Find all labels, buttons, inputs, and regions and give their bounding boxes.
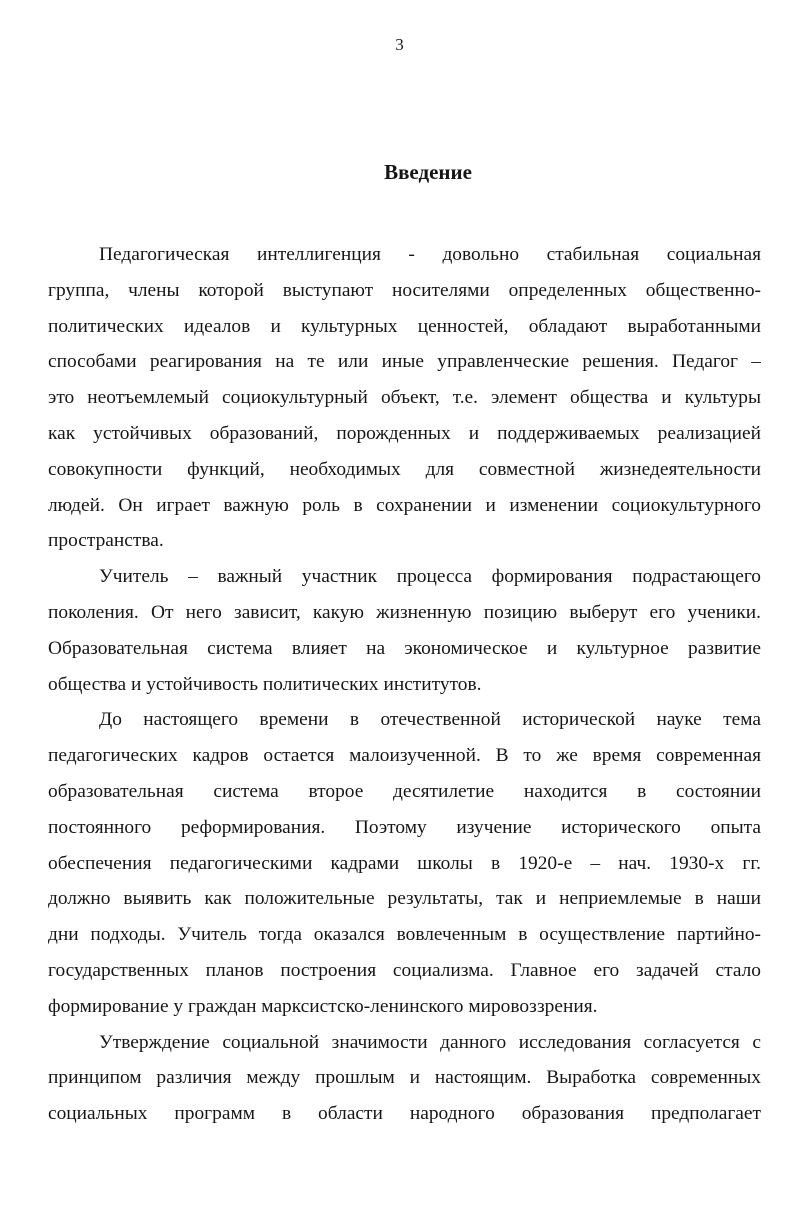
text-line: поколения. От него зависит, какую жизненную позицию выберут его ученики. bbox=[48, 601, 761, 623]
text-line: постоянного реформирования. Поэтому изучение исторического опыта bbox=[48, 816, 761, 838]
body-text bbox=[48, 237, 761, 1132]
text-line: должно выявить как положительные результаты, так и неприемлемые в наши bbox=[48, 888, 761, 910]
paragraph-4 bbox=[48, 1025, 761, 1132]
page-number: 3 bbox=[395, 35, 404, 54]
text-line: совокупности функций, необходимых для совместной жизнедеятельности bbox=[48, 458, 761, 480]
text-line: Образовательная система влияет на экономическое и культурное развитие bbox=[48, 637, 761, 659]
text-line: образовательная система второе десятилетие находится в состоянии bbox=[48, 780, 761, 802]
text-line: способами реагирования на те или иные управленческие решения. Педагог – bbox=[48, 351, 761, 373]
text-line: социальных программ в области народного образования предполагает bbox=[48, 1103, 761, 1125]
text-line: дни подходы. Учитель тогда оказался вовлеченным в осуществление партийно- bbox=[48, 924, 761, 946]
text-line: людей. Он играет важную роль в сохранении и изменении социокультурного bbox=[48, 494, 761, 516]
text-line: принципом различия между прошлым и настоящим. Выработка современных bbox=[48, 1067, 761, 1089]
text-line: Учитель – важный участник процесса формирования подрастающего bbox=[99, 566, 761, 588]
paragraph-2 bbox=[48, 559, 761, 702]
text-line: обеспечения педагогическими кадрами школы в 1920-е – нач. 1930-х гг. bbox=[48, 852, 761, 874]
text-line: это неотъемлемый социокультурный объект, т.е. элемент общества и культуры bbox=[48, 387, 761, 409]
section-title: Введение bbox=[384, 160, 472, 184]
text-line: До настоящего времени в отечественной исторической науке тема bbox=[99, 709, 761, 731]
text-line: общества и устойчивость политических институтов. bbox=[48, 673, 482, 695]
text-line: группа, члены которой выступают носителями определенных общественно- bbox=[48, 279, 761, 301]
text-line: Педагогическая интеллигенция - довольно стабильная социальная bbox=[99, 244, 761, 265]
text-line: педагогических кадров остается малоизученной. В то же время современная bbox=[48, 745, 761, 767]
text-line: политических идеалов и культурных ценностей, обладают выработанными bbox=[48, 315, 761, 337]
text-line: формирование у граждан марксистско-ленинского мировоззрения. bbox=[48, 995, 598, 1017]
text-line: Утверждение социальной значимости данного исследования согласуется с bbox=[99, 1031, 761, 1053]
text-line: пространства. bbox=[48, 530, 164, 552]
text-line: как устойчивых образований, порожденных и поддерживаемых реализацией bbox=[48, 422, 761, 444]
text-line: государственных планов построения социализма. Главное его задачей стало bbox=[48, 959, 761, 981]
paragraph-3 bbox=[48, 702, 761, 1024]
paragraph-1 bbox=[48, 237, 761, 559]
